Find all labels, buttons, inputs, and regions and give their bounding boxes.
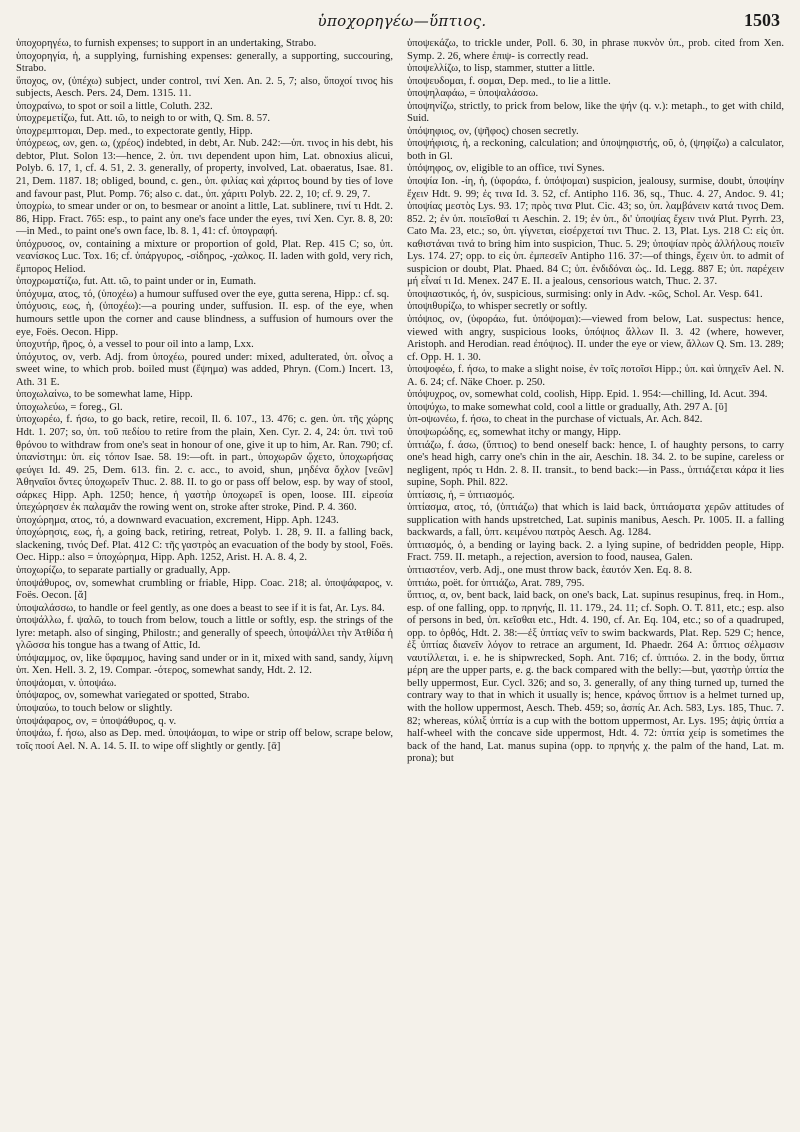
right-column [407,38,784,1124]
dictionary-entry: ὑποψύχω, to make somewhat cold, cool a little or gradually, Ath. 297 A. [ῡ] [407,401,728,413]
dictionary-entry: ὑπόχρυσος, ον, containing a mixture or proportion of gold, Plat. Rep. 415 C; so, ὑπ. νεανίσκος Luc. Tox. 16; cf. ὑπάργυρος, -σίδηρος, -χαλκος. II. laden with gold, very rich, ἔμπορος Heliod. [16,238,393,275]
dictionary-entry: ὑπόψηφιος, ον, (ψῆφος) chosen secretly. [407,125,579,137]
text-columns [16,38,784,1124]
dictionary-entry: ὑποχυτήρ, ῆρος, ὁ, a vessel to pour oil into a lamp, Lxx. [16,339,254,351]
dictionary-entry: ὑποψιθυρίζω, to whisper secretly or softly. [407,301,588,313]
dictionary-entry: ὑπτίασμα, ατος, τό, (ὑπτιάζω) that which is laid back, ὑπτιάσματα χερῶν attitudes of supplication with hands upstretched, Lat. supinis manibus, Aesch. Pr. 1005. II. a falling backwards, a fall, ὑπτ. κειμένου πατρὸς Aesch. Ag. 1284. [407,502,784,539]
dictionary-entry: ὑπτίασις, ἡ, = ὑπτιασμός. [407,489,515,501]
dictionary-entry: ὑποψαλάσσω, to handle or feel gently, as one does a beast to see if it is fat, Ar. Lys. 84. [16,602,385,614]
dictionary-entry: ὑποψεκάζω, to trickle under, Poll. 6. 30, in phrase πυκνὸν ὑπ., prob. cited from Xen. Symp. 2. 26, where ἐπιψ- is correctly read. [407,38,784,62]
dictionary-entry: ὑποψελλίζω, to lisp, stammer, stutter a little. [407,63,595,75]
dictionary-entry: ὑποχορηγέω, to furnish expenses; to support in an undertaking, Strabo. [16,38,317,49]
dictionary-entry: ὕποχος, ον, (ὑπέχω) subject, under control, τινί Xen. An. 2. 5, 7; also, ὕποχοί τινος his subjects, Aesch. Pers. 24, Dem. 1315. 11. [16,75,393,100]
dictionary-entry: ὑποψωρώδης, ες, somewhat itchy or mangy, Hipp. [407,426,621,438]
dictionary-entry: ὑποχώρησις, εως, ἡ, a going back, retiring, retreat, Polyb. 1. 28, 9. II. a falling back, slackening, τινός Def. Plat. 412 C: τῆς γαστρὸς an evacuation of the body by stool, Foës. Oec. Hipp.: also = ὑποχώρημα, Hipp. Aph. 1252, Arist. H. A. 8. 4, 2. [16,527,393,564]
dictionary-entry: ὑποχωρίζω, to separate partially or gradually, App. [16,564,231,576]
dictionary-entry: ὑποψάφαρος, ον, = ὑποψάθυρος, q. v. [16,715,177,727]
dictionary-entry: ὑποψία Ion. -ίη, ἡ, (ὑφοράω, f. ὑπόψομαι) suspicion, jealousy, surmise, doubt, ὑποψίην ἔχειν Hdt. 9. 99; ἐς τινα Id. 3. 52, cf. Antipho 116. 36, sq., Thuc. 4. 27, Andoc. 9. 41; ὑποψίας μεστὸς Lys. 93. 17; πρὸς τινα Plut. Cic. 43; so, ὑπ. λαμβάνειν κατά τινος Dem. 852. 2; ἐν ὑπ. ποιεῖσθαί τι Aeschin. 2. 19; ἐν ὑπ., δι' ὑποψίας ἔχειν τινά Plut. Pyrrh. 23, Cato Ma. 23, etc.; so, ὑπ. γίγνεται, εἰσέρχεταί τινι Thuc. 2. 13, Plat. Lys. 218 C: εἰς ὑπ. καθιστάναι τινά to bring him into suspicion, Thuc. 5. 29; ὑποψίαν πρὸς ἀλλήλους ποιεῖν Lys. 174. 27; opp. to εἰς ὑπ. ἐμπεσεῖν Antipho 116. 37:—of things, ἔχειν ὑπ. to admit of suspicion or doubt, Plat. Phaed. 84 C; ὑπ. ἐνδιδόναι ὡς.. Id. Legg. 887 E; ὑπ. παρέχειν μή εἶναί τι Id. Menex. 247 E. II. a jealous, censorious watch, Thuc. 2. 37. [407,176,784,288]
dictionary-entry: ὑποχρεμετίζω, fut. Att. ιῶ, to neigh to or with, Q. Sm. 8. 57. [16,113,271,125]
dictionary-entry: ὑποψηνίζω, strictly, to prick from below, like the ψήν (q. v.): metaph., to get with child, Suid. [407,100,784,125]
dictionary-entry: ὑπτιασμός, ὁ, a bending or laying back. 2. a lying supine, of bedridden people, Hipp. Fract. 759. II. metaph., a rejection, aversion to food, nausea, Galen. [407,539,784,564]
dictionary-entry: ὑποψάομαι, v. ὑποψάω. [16,677,117,689]
page-header [24,8,780,36]
dictionary-entry: ὑποψάλλω, f. ψαλῶ, to touch from below, touch a little or softly, esp. the strings of the lyre: metaph. also of singing, Philostr.; and generally of speech, ὑποψάλλει τὴν Ἀτθίδα ἡ γλῶσσα his tongue has a twang of Attic, Id. [16,615,393,652]
dictionary-entry: ὑποψευδομαι, f. σομαι, Dep. med., to lie a little. [407,75,611,87]
dictionary-entry: ὑποχραίνω, to spot or soil a little, Coluth. 232. [16,100,213,112]
page-number: 1503 [744,10,780,30]
dictionary-entry: ὑποψιαστικός, ή, όν, suspicious, surmising: only in Adv. -κῶς, Schol. Ar. Vesp. 641. [407,288,763,300]
dictionary-entry: ὑποψάθυρος, ον, somewhat crumbling or friable, Hipp. Coac. 218; al. ὑποψάφαρος, v. Foës. Oecon. [ᾰ] [16,577,393,602]
dictionary-entry: ὑπόψαρος, ον, somewhat variegated or spotted, Strabo. [16,690,250,702]
dictionary-entry: ὑποχρωματίζω, fut. Att. ιῶ, to paint under or in, Eumath. [16,276,256,288]
dictionary-entry: ὑπόχυμα, ατος, τό, (ὑποχέω) a humour suffused over the eye, gutta serena, Hipp.: cf. sq. [16,288,390,300]
dictionary-entry: ὑποψηλαφάω, = ὑποψαλάσσω. [407,88,539,100]
dictionary-entry: ὑπτιαστέον, verb. Adj., one must throw back, ἑαυτόν Xen. Eq. 8. 8. [407,564,693,576]
dictionary-entry: ὑπόψηφος, ον, eligible to an office, τινί Synes. [407,163,605,175]
dictionary-entry: ὑπόψαμμος, ον, like ὕφαμμος, having sand under or in it, mixed with sand, sandy, λίμνη ὑπ. Xen. Hell. 3. 2, 19. Compar. -ότερος, somewhat sandy, Hdt. 2. 12. [16,652,393,677]
dictionary-entry: ὑπ-οψωνέω, f. ήσω, to cheat in the purchase of victuals, Ar. Ach. 842. [407,414,703,426]
dictionary-entry: ὑποψοφέω, f. ήσω, to make a slight noise, ἐν τοῖς ποτοῖσι Hipp.; ὑπ. καὶ ὑπηχεῖν Ael. N. A. 6. 24; cf. Näke Choer. p. 250. [407,364,784,388]
dictionary-entry: ὑποχωλαίνω, to be somewhat lame, Hipp. [16,389,193,401]
dictionary-entry: ὑποχορηγία, ἡ, a supplying, furnishing expenses: generally, a supporting, succouring, Strabo. [16,50,393,75]
left-column [16,38,393,1124]
dictionary-entry: ὑποχωλεύω, = foreg., Gl. [16,401,123,413]
dictionary-entry: ὑπτιάω, poët. for ὑπτιάζω, Arat. 789, 795. [407,577,585,589]
dictionary-entry: ὑπόχυτος, ον, verb. Adj. from ὑποχέω, poured under: mixed, adulterated, ὑπ. οἶνος a sweet wine, to which prob. boiled must (ἕψημα) was added, Phryn. (Com.) Incert. 13, Ath. 31 E. [16,351,393,388]
dictionary-entry: ὑποχρεμπτομαι, Dep. med., to expectorate gently, Hipp. [16,125,253,137]
dictionary-entry: ὑποψαύω, to touch below or slightly. [16,702,173,714]
dictionary-entry: ὑποχρίω, to smear under or on, to besmear or anoint a little, Lat. sublinere, τινί τι Hdt. 2. 86, Hipp. Fract. 765: esp., to paint any one's face under the eyes, τινί Xen. Cyr. 8. 8, 20:—in Med., to paint one's own face, lb. 8. 1, 41: cf. ὑπογραφή. [16,201,393,238]
dictionary-entry: ὑπόψιος, ον, (ὑφοράω, fut. ὑπόψομαι):—viewed from below, Lat. suspectus: hence, viewed with angry, suspicious looks, ὑπόψιος ἄλλων Il. 3. 42 (where, however, Aristoph. and Herodian. read ἐπόψιος). II. under the eye or view, ἄλλων Q. Sm. 13. 289; cf. Opp. H. 1. 30. [407,314,784,363]
dictionary-entry: ὑπόχυσις, εως, ἡ, (ὑποχέω):—a pouring under, suffusion. II. esp. of the eye, when humours settle upon the corner and cause blindness, a suffusion of humours over the eye, Foës. Oecon. Hipp. [16,301,393,338]
dictionary-entry: ὕπτιος, α, ον, bent back, laid back, on one's back, Lat. supinus resupinus, freq. in Hom., esp. of one falling, opp. to πρηνής, Il. 11. 179., 24. 11; cf. Soph. O. T. 811, etc.; esp. also of persons in bed, ὑπ. κεῖσθαι etc., Hdt. 4. 190, cf. Ar. Eq. 104, etc.; so of a quadruped, opp. to ὀρθός, Hdt. 2. 38:—ἐξ ὑπτίας νεῖν to swim backwards, Plat. Rep. 529 C; hence, ἐξ ὑπτίας διανεῖν λόγον to retrace an argument, Id. Phaedr. 264 A: ὕπτιος σέλμασιν ναυτίλλεται, i. e. he is shipwrecked, Soph. Ant. 716; cf. ὑπτιόω. 2. in the body, ὕπτια μέρη are the upper parts, e. g. the back compared with the belly:—but, γαστὴρ ὑπτία the belly uppermost, Eur. Cycl. 326; and so, 3. generally, of any thing turned up, turned the contrary way to that in which it usually is; hence, κράνος ὕπτιον is a helmet turned up, with the hollow uppermost, Aesch. Theb. 459; so, ἀσπίς Ar. Ach. 583, Lys. 185, Thuc. 7. 82; whereas, κύλιξ ὑπτία is a cup with the bottom uppermost, Ar. Lys. 195; ἀψὶς ὑπτία a half-wheel with the concave side uppermost, Hdt. 4. 72: ὑπτία χείρ is sometimes the back of the hand, Lat. manus supina (opp. to πρηνής χ. the palm of the hand, Lat. m. prona); but [407,590,784,765]
dictionary-entry: ὑπόψυχρος, ον, somewhat cold, coolish, Hipp. Epid. 1. 954:—chilling, Id. Acut. 394. [407,389,768,401]
dictionary-entry: ὑπτιάζω, f. άσω, (ὕπτιος) to bend oneself back: hence, I. of haughty persons, to carry one's head high, carry one's chin in the air, Aeschin. 18. 34. 2. to be supine, careless or negligent, πρός τι Hdn. 2. 8. II. transit., to bend back:—in Pass., ὑπτιάζεται κάρα it lies supine, Soph. Phil. 822. [407,439,784,489]
dictionary-entry: ὑπόχρεως, ων, gen. ω, (χρέος) indebted, in debt, Ar. Nub. 242:—ὑπ. τινος in his debt, his debtor, Plut. Solon 13:—hence, 2. ὑπ. τινι dependent upon him, Lat. obnoxius alicui, Polyb. 6. 17, 1, cf. 4. 51, 2. 3. generally, of property, involved, Lat. obaeratus, Isae. 81. 21, Dem. 1187. 18; obliged, bound, c. gen., ὑπ. φιλίας καὶ χάριτος bound by ties of love and favour past, Plut. Pomp. 76; also c. dat., ὑπ. χάριτι Polyb. 22. 2, 10; cf. 9. 29, 7. [16,138,393,200]
dictionary-entry: ὑποψήφισις, ἡ, a reckoning, calculation; and ὑποψηφιστής, οῦ, ὁ, (ψηφίζω) a calculator, both in Gl. [407,138,784,162]
dictionary-entry: ὑποχωρέω, f. ήσω, to go back, retire, recoil, Il. 6. 107., 13. 476; c. gen. ὑπ. τῆς χώρης Hdt. 1. 207; so, ὑπ. τοῦ πεδίου to retire from the plain, Xen. Cyr. 2. 4, 24: ὑπ. τινὶ τοῦ θρόνου to withdraw from one's seat in honour of one, give it up to him, Ar. Ran. 790; cf. ὑπανίστημι: ὑπ. εἰς τόπον Isae. 58. 19:—oft. in part., ὑποχωρῶν ᾤχετο, ὑποχωρήσας φεύγει Id. 49. 25, Dem. 613. fin. 2. c. acc., to avoid, shun, μηδένα ὄχλον [νεῶν] Ἀθηναῖοι ὄντες ὑποχωρεῖν Thuc. 2. 88. II. to go or pass off below, esp. by way of stool, σάρκες Hipp. Aph. 1250; hence, ἡ γαστὴρ ὑποχωρεῖ is open, loose. III. εἰρεσία ὑπεχώρησεν ἐκ παλαμᾶν the rowing went on, stroke after stroke, Pind. P. 4. 360. [16,414,393,514]
running-head: ὑποχορηγέω—ὕπτιος. [317,12,487,30]
dictionary-entry: ὑποψάω, f. ήσω, also as Dep. med. ὑποψάομαι, to wipe or strip off below, scrape below, τοῖς ποσί Ael. N. A. 14. 5. II. to wipe off slightly or gently. [ᾱ] [16,728,393,752]
dictionary-entry: ὑποχώρημα, ατος, τό, a downward evacuation, excrement, Hipp. Aph. 1243. [16,514,339,526]
